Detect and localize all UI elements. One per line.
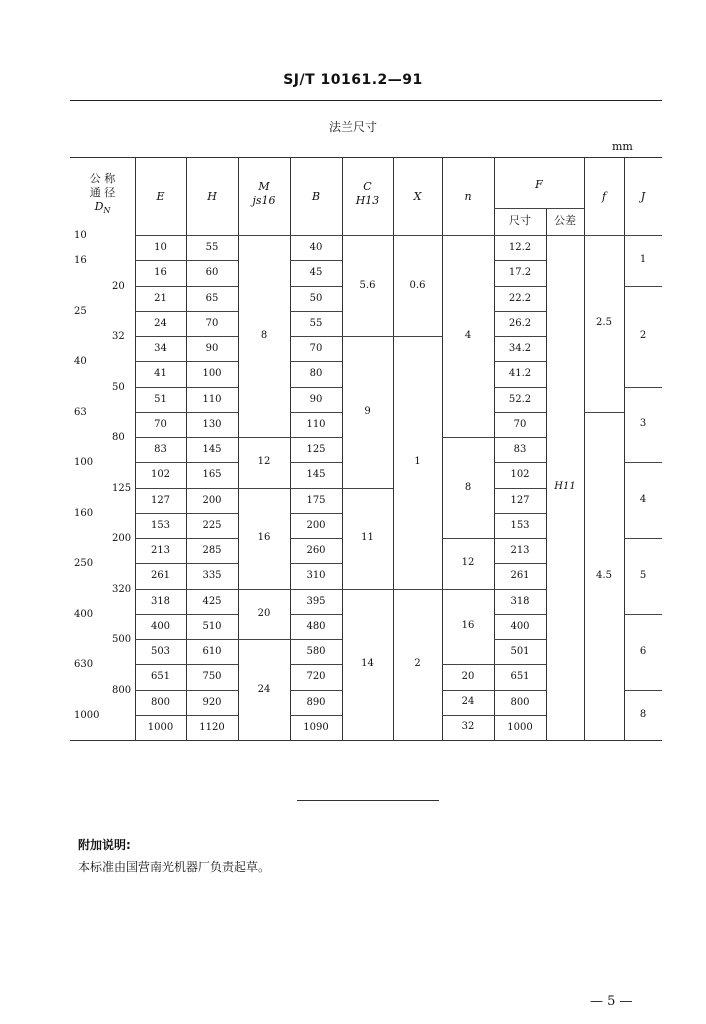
- b-cell: 70: [309, 343, 323, 354]
- row-rule: [135, 715, 238, 716]
- b-cell: 1090: [303, 721, 329, 733]
- h-cell: 750: [202, 671, 222, 683]
- n-cell: 12: [461, 557, 475, 569]
- f-size-cell: 26.2: [508, 317, 532, 329]
- row-rule: [494, 715, 546, 716]
- f-lower-cell: 2.5: [596, 317, 612, 329]
- b-cell: 200: [306, 519, 326, 531]
- f-size-cell: 41.2: [508, 368, 532, 380]
- dn-value: 40: [74, 356, 87, 368]
- row-rule: [290, 361, 342, 362]
- row-rule: [494, 589, 546, 590]
- x-cell: 0.6: [409, 279, 426, 291]
- e-cell: 153: [150, 519, 171, 531]
- header-m-tolerance: js16: [252, 194, 276, 207]
- f-size-cell: 261: [510, 570, 530, 582]
- h-cell: 335: [202, 570, 222, 582]
- b-cell: 480: [306, 620, 326, 632]
- h-cell: 165: [202, 469, 222, 481]
- m-cell: 8: [260, 330, 268, 341]
- row-rule: [135, 589, 238, 590]
- row-rule: [290, 563, 342, 564]
- h-cell: 110: [202, 393, 222, 405]
- f-tolerance-value: H11: [554, 481, 576, 492]
- dn-value: 63: [74, 406, 87, 418]
- b-cell: 50: [309, 292, 323, 304]
- row-rule: [290, 387, 342, 388]
- h-cell: 145: [202, 444, 222, 455]
- b-cell: 145: [306, 469, 326, 481]
- header-bottom-rule: [135, 235, 662, 236]
- row-rule: [135, 437, 238, 438]
- j-cell: 3: [639, 418, 647, 430]
- m-cell: 12: [257, 456, 271, 468]
- e-cell: 213: [150, 545, 171, 556]
- header-c-tolerance: H13: [355, 194, 380, 207]
- f-size-cell: 17.2: [508, 267, 532, 279]
- row-rule: [238, 589, 290, 590]
- e-cell: 16: [154, 267, 167, 279]
- b-cell: 90: [309, 393, 323, 405]
- dn-value: 320: [112, 583, 132, 595]
- e-cell: 41: [154, 368, 167, 380]
- b-cell: 395: [306, 595, 326, 607]
- h-cell: 55: [205, 242, 219, 253]
- appendix-title: 附加说明:: [78, 838, 131, 852]
- row-rule: [494, 462, 546, 463]
- row-rule: [494, 311, 546, 312]
- row-rule: [135, 387, 238, 388]
- header-dn-line2: 通 径: [89, 186, 116, 199]
- header-n: n: [464, 190, 472, 203]
- footer-rule: [297, 800, 439, 801]
- row-rule: [135, 513, 238, 514]
- dn-value: 10: [74, 230, 87, 241]
- dn-value: 250: [74, 558, 94, 570]
- row-rule: [290, 664, 342, 665]
- row-rule: [290, 412, 342, 413]
- e-cell: 51: [154, 393, 167, 405]
- row-rule: [135, 690, 238, 691]
- dn-value: 16: [74, 255, 87, 267]
- header-m: [238, 180, 290, 208]
- header-e: E: [156, 190, 165, 203]
- row-rule: [442, 589, 494, 590]
- row-rule: [135, 664, 238, 665]
- n-cell: 32: [461, 721, 475, 733]
- e-cell: 24: [154, 317, 167, 329]
- j-cell: 1: [639, 254, 647, 266]
- h-cell: 60: [205, 267, 219, 279]
- e-cell: 127: [150, 494, 171, 506]
- f-size-cell: 12.2: [508, 242, 532, 253]
- c-cell: 11: [361, 532, 374, 543]
- f-size-cell: 400: [510, 620, 530, 632]
- e-cell: 10: [154, 242, 167, 253]
- h-cell: 285: [202, 545, 222, 556]
- f-size-cell: 127: [510, 494, 530, 506]
- x-cell: 1: [414, 456, 421, 468]
- f-size-cell: 800: [510, 696, 530, 708]
- f-size-cell: 52.2: [508, 393, 532, 405]
- b-cell: 890: [306, 696, 326, 708]
- row-rule: [290, 589, 342, 590]
- b-cell: 310: [306, 570, 326, 582]
- row-rule: [494, 286, 546, 287]
- f-size-cell: 34.2: [508, 343, 532, 354]
- h-cell: 920: [202, 696, 222, 708]
- dn-value: 800: [112, 684, 132, 696]
- row-rule: [494, 336, 546, 337]
- dn-value: 80: [112, 432, 125, 443]
- h-cell: 100: [202, 368, 222, 380]
- row-rule: [290, 437, 342, 438]
- header-dn-symbol: D: [94, 200, 104, 213]
- f-size-cell: 651: [510, 671, 530, 683]
- table-title: 法兰尺寸: [328, 120, 377, 134]
- row-rule: [135, 563, 238, 564]
- dn-value: 50: [112, 381, 125, 393]
- col-divider: [342, 157, 343, 740]
- row-rule: [290, 614, 342, 615]
- col-divider: [442, 157, 443, 740]
- j-cell: 8: [639, 708, 647, 720]
- header-m-symbol: M: [258, 180, 270, 193]
- row-rule: [494, 513, 546, 514]
- dn-value: 400: [74, 608, 94, 620]
- header-f-size: 尺寸: [509, 214, 531, 227]
- row-rule: [135, 412, 238, 413]
- n-cell: 20: [461, 670, 475, 682]
- row-rule: [494, 387, 546, 388]
- dn-value: 500: [112, 634, 132, 645]
- f-size-cell: 83: [513, 444, 527, 455]
- header-dn-subscript: N: [103, 206, 111, 216]
- f-size-cell: 213: [510, 545, 530, 556]
- row-rule: [290, 488, 342, 489]
- row-rule: [442, 690, 494, 691]
- n-cell: 4: [464, 330, 472, 341]
- row-rule: [342, 589, 393, 590]
- row-rule: [494, 690, 546, 691]
- appendix-text: 本标准由国营南光机器厂负责起草。: [78, 860, 271, 874]
- row-rule: [342, 488, 393, 489]
- h-cell: 510: [202, 620, 222, 632]
- row-rule: [494, 412, 546, 413]
- header-dn: [70, 172, 135, 218]
- row-rule: [135, 614, 238, 615]
- row-rule: [135, 639, 238, 640]
- row-rule: [290, 286, 342, 287]
- x-cell: 2: [414, 658, 421, 670]
- dn-value: 25: [74, 305, 87, 317]
- c-cell: 5.6: [359, 279, 376, 291]
- row-rule: [135, 462, 238, 463]
- h-cell: 90: [205, 343, 219, 354]
- f-size-cell: 153: [510, 519, 530, 531]
- n-cell: 24: [461, 696, 475, 708]
- e-cell: 21: [154, 292, 167, 304]
- row-rule: [494, 538, 546, 539]
- row-rule: [494, 563, 546, 564]
- page-number: — 5 —: [590, 994, 633, 1009]
- row-rule: [135, 488, 238, 489]
- e-cell: 1000: [147, 721, 174, 733]
- row-rule: [290, 311, 342, 312]
- standard-number: SJ/T 10161.2—91: [283, 72, 423, 88]
- col-divider: [393, 157, 394, 740]
- row-rule: [494, 488, 546, 489]
- row-rule: [135, 538, 238, 539]
- h-cell: 610: [202, 646, 222, 657]
- dn-value: 100: [74, 457, 94, 469]
- n-cell: 8: [464, 481, 472, 493]
- h-cell: 65: [205, 292, 219, 304]
- row-rule: [135, 260, 238, 261]
- dn-value: 1000: [74, 709, 100, 721]
- header-c: [342, 180, 393, 208]
- row-rule: [624, 286, 662, 287]
- e-cell: 261: [150, 570, 171, 582]
- header-f-lower: f: [601, 190, 607, 203]
- row-rule: [135, 286, 238, 287]
- f-size-cell: 318: [510, 595, 530, 607]
- b-cell: 80: [309, 368, 323, 380]
- row-rule: [290, 538, 342, 539]
- dn-value: 125: [112, 482, 132, 494]
- b-cell: 110: [306, 418, 326, 430]
- row-rule: [290, 690, 342, 691]
- row-rule: [135, 336, 238, 337]
- row-rule: [494, 260, 546, 261]
- col-divider: [546, 208, 547, 740]
- row-rule: [624, 690, 662, 691]
- row-rule: [624, 614, 662, 615]
- e-cell: 34: [154, 343, 167, 354]
- h-cell: 130: [202, 418, 222, 430]
- b-cell: 720: [306, 671, 326, 683]
- row-rule: [442, 538, 494, 539]
- row-rule: [393, 336, 442, 337]
- header-h: H: [207, 190, 217, 203]
- m-cell: 24: [257, 683, 271, 695]
- header-dn-line1: 公 称: [89, 172, 116, 185]
- b-cell: 45: [309, 267, 323, 279]
- header-f-tolerance: 公差: [554, 214, 576, 227]
- row-rule: [442, 715, 494, 716]
- header-b: B: [311, 190, 321, 203]
- e-cell: 400: [150, 620, 171, 632]
- dn-value: 200: [112, 533, 132, 544]
- row-rule: [624, 538, 662, 539]
- b-cell: 125: [306, 444, 326, 455]
- unit-label: mm: [612, 140, 633, 153]
- row-rule: [290, 260, 342, 261]
- row-rule: [494, 614, 546, 615]
- h-cell: 1120: [199, 721, 225, 733]
- f-size-cell: 501: [510, 646, 530, 657]
- f-size-cell: 70: [513, 418, 527, 430]
- table-bottom-rule: [70, 740, 662, 741]
- row-rule: [238, 488, 290, 489]
- e-cell: 70: [154, 418, 167, 430]
- j-cell: 6: [639, 645, 647, 657]
- row-rule: [494, 437, 546, 438]
- f-size-cell: 102: [510, 469, 530, 481]
- col-divider: [238, 157, 239, 740]
- row-rule: [290, 513, 342, 514]
- row-rule: [624, 462, 662, 463]
- row-rule: [442, 437, 494, 438]
- row-rule: [135, 361, 238, 362]
- row-rule: [290, 336, 342, 337]
- row-rule: [393, 589, 442, 590]
- b-cell: 40: [309, 242, 323, 253]
- b-cell: 260: [306, 545, 326, 556]
- f-lower-cell: 4.5: [596, 569, 612, 581]
- e-cell: 651: [150, 671, 171, 683]
- row-rule: [342, 336, 393, 337]
- h-cell: 70: [205, 317, 219, 329]
- j-cell: 2: [639, 330, 647, 341]
- row-rule: [442, 664, 494, 665]
- row-rule: [494, 639, 546, 640]
- row-rule: [290, 462, 342, 463]
- f-subheader-rule: [494, 208, 584, 209]
- e-cell: 318: [150, 595, 171, 607]
- header-x: X: [413, 190, 422, 203]
- header-c-symbol: C: [363, 180, 372, 193]
- header-rule: [70, 100, 662, 101]
- m-cell: 16: [257, 532, 271, 543]
- c-cell: 14: [361, 658, 374, 670]
- row-rule: [238, 639, 290, 640]
- header-f-upper: F: [535, 178, 543, 191]
- table-top-rule: [70, 157, 662, 158]
- n-cell: 16: [461, 620, 475, 632]
- row-rule: [135, 311, 238, 312]
- dn-value: 32: [112, 331, 125, 342]
- b-cell: 55: [309, 317, 323, 329]
- dn-value: 160: [74, 507, 94, 519]
- e-cell: 800: [150, 696, 171, 708]
- row-rule: [238, 437, 290, 438]
- row-rule: [290, 639, 342, 640]
- dn-value: 630: [74, 659, 94, 671]
- col-divider: [584, 157, 585, 740]
- row-rule: [624, 387, 662, 388]
- b-cell: 580: [306, 646, 326, 657]
- c-cell: 9: [364, 405, 371, 417]
- f-size-cell: 1000: [507, 721, 533, 733]
- h-cell: 225: [202, 519, 222, 531]
- row-rule: [290, 715, 342, 716]
- row-rule: [584, 412, 624, 413]
- dn-value: 20: [112, 280, 125, 292]
- e-cell: 102: [150, 469, 171, 481]
- h-cell: 200: [202, 494, 222, 506]
- j-cell: 5: [639, 569, 647, 581]
- b-cell: 175: [306, 494, 326, 506]
- header-j: J: [640, 190, 646, 203]
- e-cell: 83: [154, 444, 167, 455]
- h-cell: 425: [202, 595, 222, 607]
- row-rule: [494, 361, 546, 362]
- f-size-cell: 22.2: [508, 292, 532, 304]
- e-cell: 503: [150, 646, 171, 657]
- j-cell: 4: [639, 494, 647, 506]
- row-rule: [494, 664, 546, 665]
- m-cell: 20: [257, 607, 271, 619]
